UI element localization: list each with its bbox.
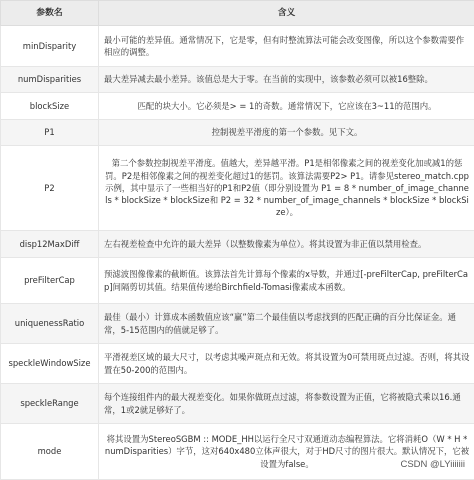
table-row	[1, 67, 474, 93]
param-desc: 最大差异减去最小差异。该值总是大于零。在当前的实现中，该参数必须可以被16整除。	[99, 67, 474, 93]
table-row	[1, 424, 474, 480]
param-desc: 平滑视差区域的最大尺寸，以考虑其噪声斑点和无效。将其设置为0可禁用斑点过滤。否则，将其设置在50-200的范围内。	[99, 344, 474, 384]
param-name: speckleRange	[1, 384, 99, 424]
table-row	[1, 304, 474, 344]
param-desc: 匹配的块大小。它必须是> = 1的奇数。通常情况下，它应该在3~11的范围内。	[99, 93, 474, 120]
param-desc: 第二个参数控制视差平滑度。值越大，差异越平滑。P1是相邻像素之间的视差变化加或减1的惩罚。P2是相邻像素之间的视差变化超过1的惩罚。该算法需要P2> P1。请参见stereo_match.cpp示例，其中显示了一些相当好的P1和P2值（即分别设置为 P1 = 8 * number_of_image_channels * blockSize * blockSize和 P2 = 32 * number_of_image_channels * blockSize * blockSize）。	[99, 146, 474, 231]
param-name: uniquenessRatio	[1, 304, 99, 344]
param-name: disp12MaxDiff	[1, 231, 99, 258]
watermark: CSDN @LYiiiiiii	[399, 459, 466, 470]
param-desc: 左右视差检查中允许的最大差异（以整数像素为单位）。将其设置为非正值以禁用检查。	[99, 231, 474, 258]
table-row	[1, 258, 474, 304]
param-desc: 控制视差平滑度的第一个参数。见下文。	[99, 120, 474, 146]
param-name: P2	[1, 146, 99, 231]
param-name: preFilterCap	[1, 258, 99, 304]
param-desc: 预滤波图像像素的截断值。该算法首先计算每个像素的x导数，并通过[-preFilterCap, preFilterCap]间隔剪切其值。结果值传递给Birchfield-Tomasi像素成本函数。	[99, 258, 474, 304]
param-desc: 将其设置为StereoSGBM :: MODE_HH以运行全尺寸双通道动态编程算法。它将消耗O（W * H * numDisparities）字节，这对640x480立体声很大，对于HD尺寸的图片很大。默认情况下，它被设置为false。	[99, 424, 474, 480]
param-name: minDisparity	[1, 26, 99, 67]
param-name: P1	[1, 120, 99, 146]
table-row	[1, 344, 474, 384]
param-desc: 每个连接组件内的最大视差变化。如果你做斑点过滤，将参数设置为正值，它将被隐式乘以16.通常，1或2就足够好了。	[99, 384, 474, 424]
param-name: numDisparities	[1, 67, 99, 93]
header-meaning: 含义	[99, 1, 474, 26]
header-param-name: 参数名	[1, 1, 99, 26]
table-header-row	[1, 1, 474, 26]
table-row	[1, 146, 474, 231]
table-row	[1, 120, 474, 146]
param-name: blockSize	[1, 93, 99, 120]
param-name: speckleWindowSize	[1, 344, 99, 384]
param-desc: 最佳（最小）计算成本函数值应该“赢”第二个最佳值以考虑找到的匹配正确的百分比保证金。通常，5-15范围内的值就足够了。	[99, 304, 474, 344]
param-desc: 最小可能的差异值。通常情况下，它是零，但有时整流算法可能会改变图像，所以这个参数需要作相应的调整。	[99, 26, 474, 67]
param-name: mode	[1, 424, 99, 480]
table-row	[1, 231, 474, 258]
table-row	[1, 26, 474, 67]
table-row	[1, 93, 474, 120]
table-row	[1, 384, 474, 424]
